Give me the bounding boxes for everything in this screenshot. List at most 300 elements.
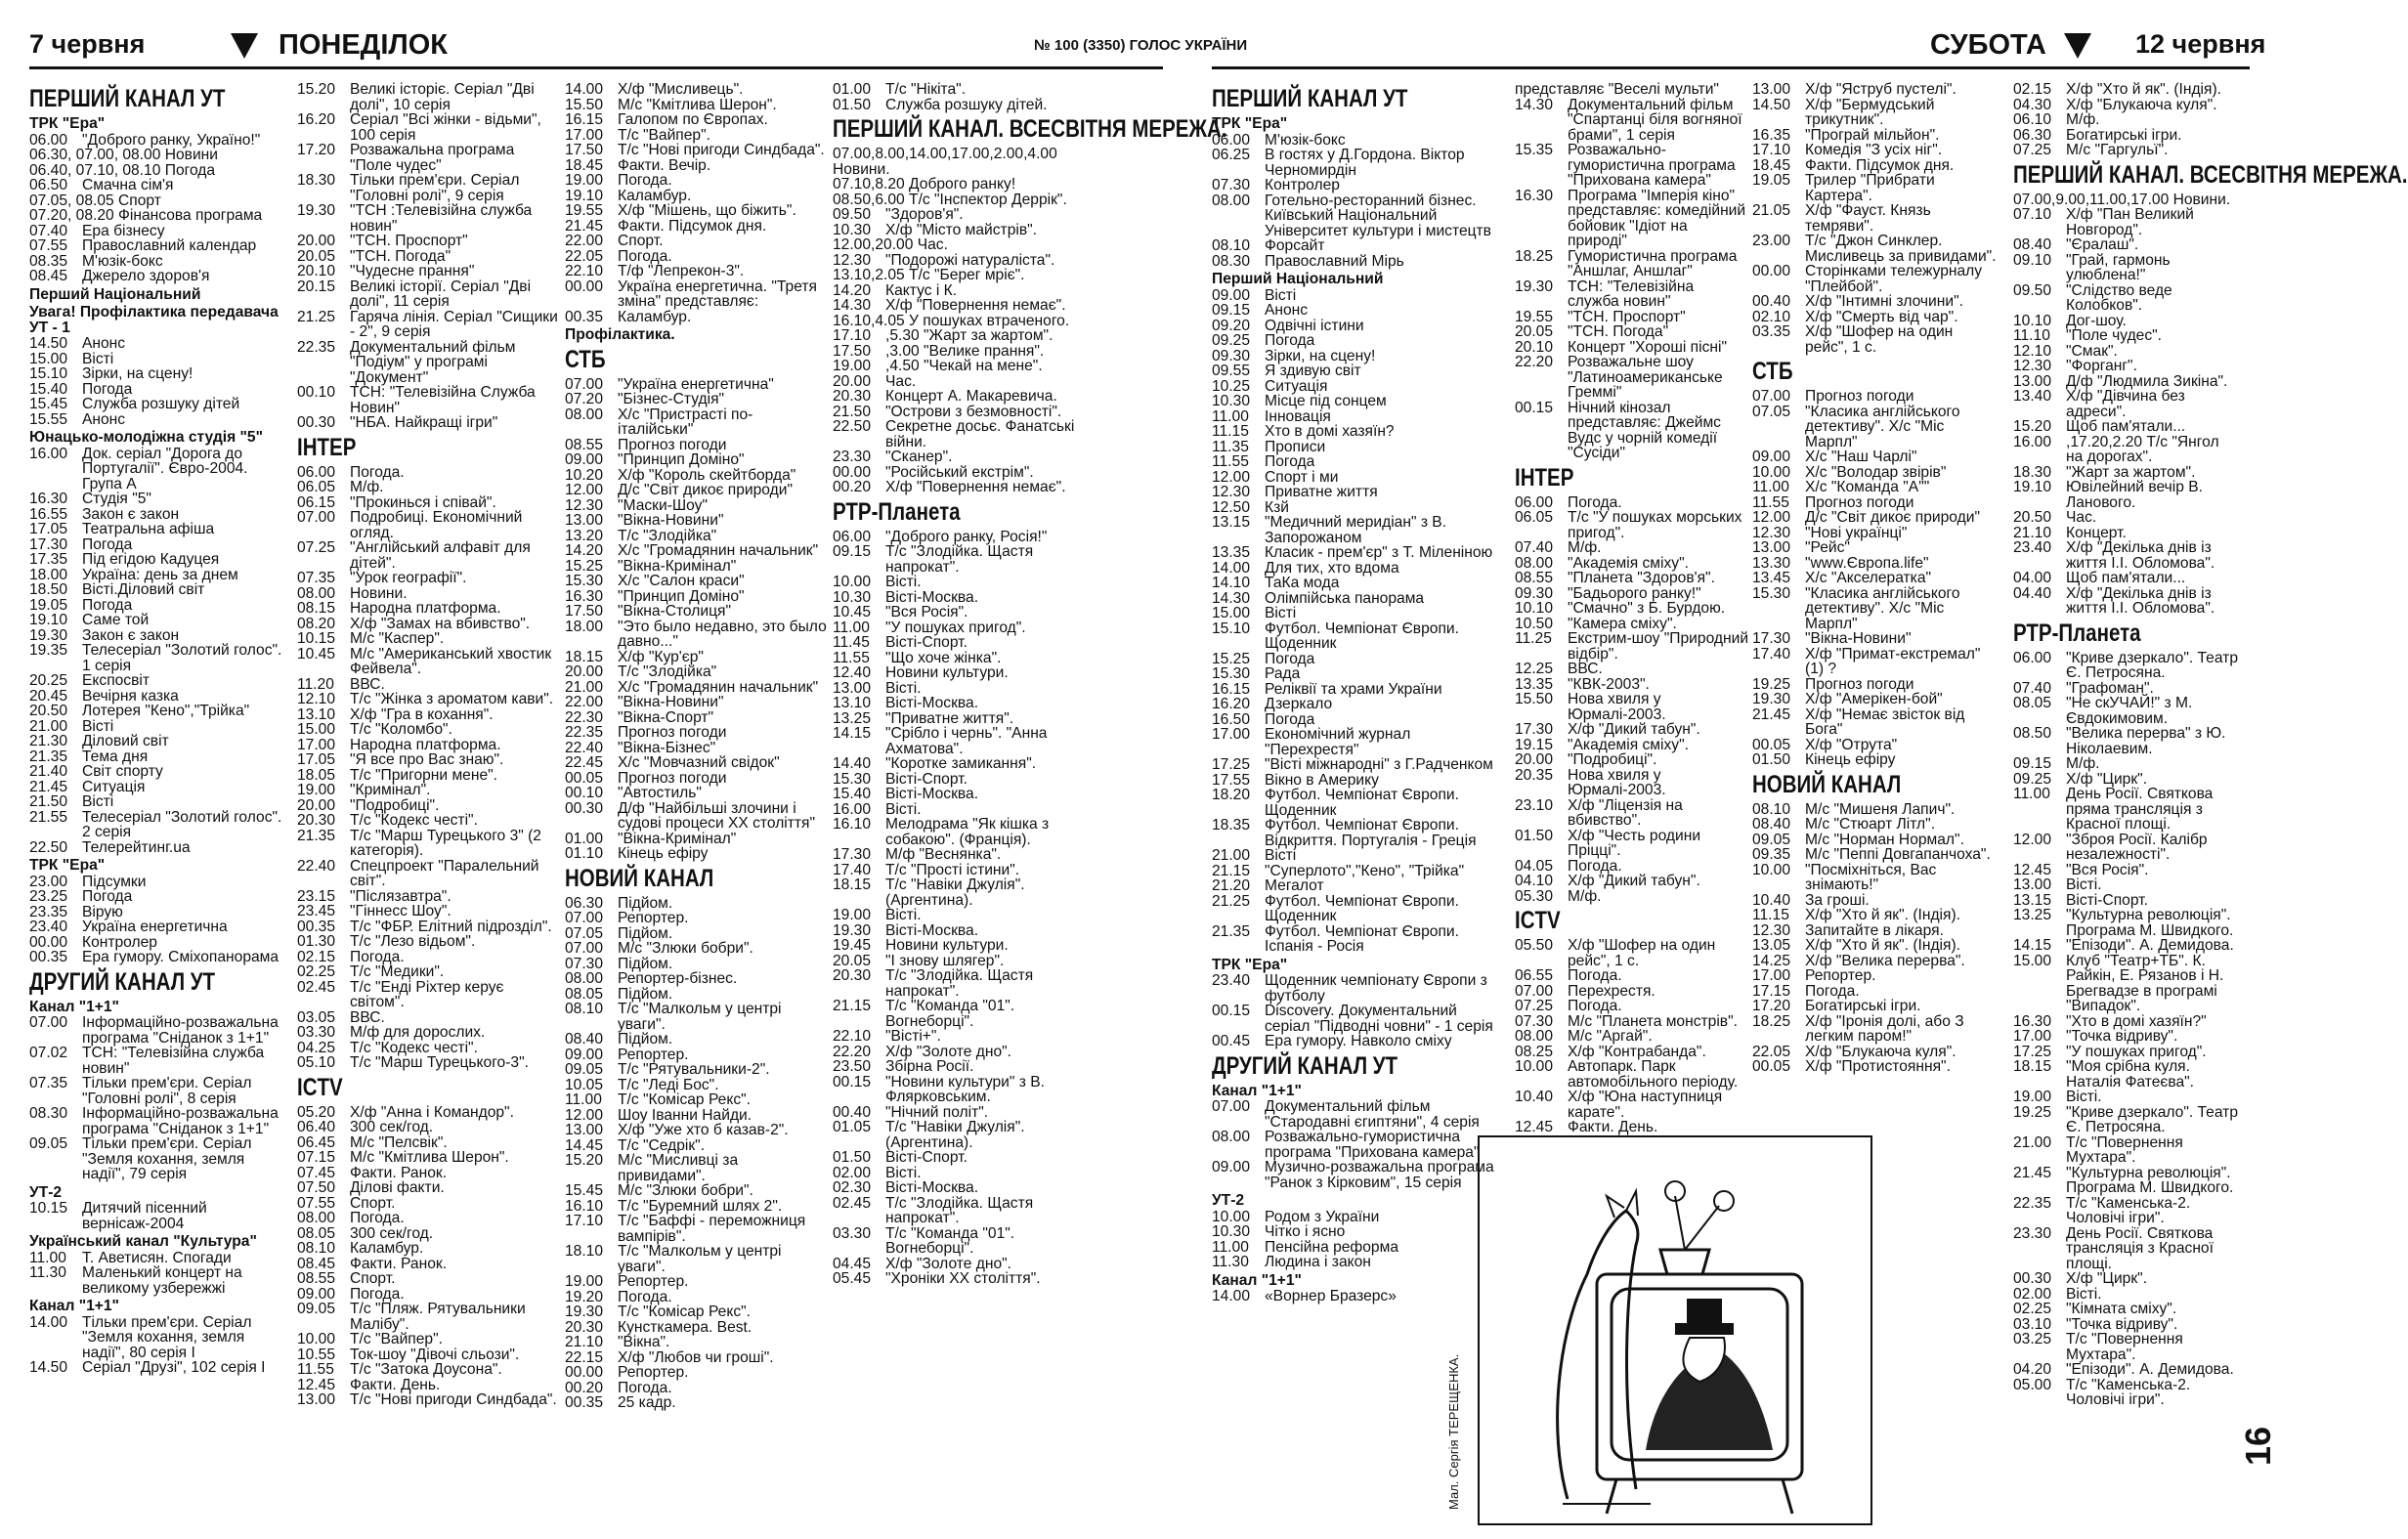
entry-time: 09.25 <box>1212 332 1251 349</box>
schedule-entry <box>297 889 559 905</box>
entry-time: 09.15 <box>833 543 872 560</box>
schedule-entry <box>565 1395 827 1411</box>
entry-time: 15.20 <box>565 1152 604 1169</box>
schedule-entry <box>29 447 291 492</box>
schedule-entry <box>833 1180 1095 1196</box>
entry-time: 09.00 <box>1212 1159 1251 1176</box>
schedule-entry <box>297 340 559 386</box>
entry-title: Вісті-Спорт. <box>885 770 968 788</box>
entry-time: 08.35 <box>29 252 68 270</box>
entry-time: 10.10 <box>2013 312 2052 329</box>
entry-time: 19.10 <box>29 612 68 628</box>
entry-time: 00.30 <box>565 799 604 817</box>
entry-title: Т/с "Злодійка" <box>618 527 717 544</box>
entry-time: 23.00 <box>29 873 68 890</box>
entry-time: 23.30 <box>2013 1224 2052 1242</box>
entry-title: Великі історіє. Серіал "Дві долі", 10 серія <box>350 81 535 113</box>
entry-title: "Вікна-Кримінал" <box>618 830 737 847</box>
schedule-entry <box>565 620 827 650</box>
schedule-line: 07.10,8.20 Доброго ранку! <box>833 176 1016 192</box>
entry-title: Погода. <box>618 1379 672 1396</box>
entry-time: 07.05 <box>565 924 604 942</box>
entry-title: "Острови з безмовності". <box>885 403 1062 420</box>
schedule-entry <box>29 1360 291 1376</box>
schedule-entry <box>297 203 559 234</box>
entry-time: 19.00 <box>297 782 336 798</box>
entry-time: 09.05 <box>1752 831 1791 848</box>
schedule-entry <box>29 224 291 239</box>
schedule-entry <box>297 1378 559 1393</box>
entry-time: 19.55 <box>565 202 604 219</box>
schedule-entry <box>1212 470 1505 486</box>
entry-title: Вікно в Америку <box>1265 771 1379 789</box>
entry-title: Т/с "Вайпер". <box>618 126 710 144</box>
cartoon-drawing <box>1480 1137 1870 1523</box>
schedule-entry <box>1515 829 1749 859</box>
right-header <box>1212 29 2266 68</box>
entry-time: 22.00 <box>565 233 604 249</box>
entry-time: 08.30 <box>1212 252 1251 270</box>
entry-time: 03.05 <box>297 1008 336 1026</box>
entry-title: Т/с "Медики". <box>350 963 445 980</box>
schedule-entry <box>1212 440 1505 455</box>
schedule-entry <box>565 377 827 393</box>
entry-title: "Новини культури" з В. Флярковським. <box>885 1073 1045 1105</box>
schedule-entry <box>833 817 1095 847</box>
entry-time: 20.50 <box>2013 509 2052 526</box>
entry-title: "Україна енергетична" <box>618 375 774 393</box>
entry-title: Д/ф "Найбільші злочини і судові процеси ХХ століття" <box>618 799 816 832</box>
entry-time: 00.00 <box>1752 263 1791 279</box>
schedule-entry <box>1752 999 1999 1014</box>
entry-title: Документальний фільм "Стародавні єгиптяни", 4 серія <box>1265 1098 1480 1131</box>
entry-time: 15.45 <box>29 396 68 412</box>
schedule-entry <box>1212 727 1505 757</box>
schedule-entry <box>29 643 291 673</box>
schedule-entry <box>1212 333 1505 349</box>
entry-time: 10.45 <box>297 645 336 663</box>
entry-time: 11.55 <box>297 1361 334 1378</box>
schedule-entry <box>1212 363 1505 379</box>
schedule-entry <box>1515 401 1749 461</box>
schedule-entry <box>833 635 1095 651</box>
schedule-entry <box>1212 178 1505 193</box>
schedule-entry <box>565 741 827 756</box>
schedule-entry <box>297 385 559 415</box>
left-header-date: 7 червня <box>29 29 146 59</box>
entry-time: 21.45 <box>1752 705 1791 723</box>
schedule-entry <box>565 604 827 620</box>
schedule-entry <box>565 1078 827 1093</box>
entry-time: 08.15 <box>297 600 336 617</box>
entry-time: 06.05 <box>297 479 336 495</box>
schedule-entry <box>1752 324 1999 355</box>
entry-time: 17.25 <box>2013 1043 2052 1060</box>
entry-title: Прогноз погоди <box>618 769 727 787</box>
schedule-entry <box>565 725 827 741</box>
entry-title: Розважальна програма "Поле чудес" <box>350 142 515 174</box>
schedule-entry <box>565 249 827 265</box>
channel-heading: ДРУГИЙ КАНАЛ УТ <box>29 967 216 996</box>
schedule-entry <box>565 264 827 279</box>
schedule-entry <box>833 419 1095 449</box>
entry-title: Х/ф "Інтимні злочини". <box>1805 293 1963 310</box>
entry-time: 06.00 <box>1515 493 1554 511</box>
schedule-entry <box>565 1153 827 1183</box>
entry-time: 17.05 <box>29 521 68 537</box>
schedule-entry <box>833 726 1095 756</box>
schedule-entry <box>29 673 291 689</box>
entry-time: 00.35 <box>565 308 604 325</box>
schedule-entry <box>565 452 827 468</box>
entry-time: 21.15 <box>833 998 872 1014</box>
entry-time: 07.25 <box>1515 998 1554 1014</box>
schedule-entry <box>2013 207 2238 237</box>
subchannel-heading: Канал "1+1" <box>29 1298 119 1314</box>
entry-title: Х/ф "Іронія долі, або З легким паром!" <box>1805 1012 1964 1045</box>
entry-time: 02.30 <box>833 1179 872 1196</box>
entry-time: 01.10 <box>565 845 604 862</box>
entry-time: 01.50 <box>833 1149 872 1166</box>
schedule-entry <box>565 468 827 484</box>
schedule-entry <box>565 1138 827 1154</box>
schedule-entry <box>833 711 1095 727</box>
entry-time: 08.00 <box>565 406 604 423</box>
entry-title: Т/с "Прості істини". <box>885 861 1020 878</box>
entry-time: 10.30 <box>833 588 872 606</box>
schedule-entry <box>29 1106 291 1136</box>
entry-title: Лотерея "Кено","Трійка" <box>82 703 250 719</box>
entry-title: Вірую <box>82 903 123 920</box>
entry-title: Ситуація <box>82 778 146 795</box>
entry-title: Телерейтинг.ua <box>82 838 191 856</box>
schedule-entry <box>1212 1255 1505 1270</box>
schedule-entry <box>2013 1287 2238 1303</box>
entry-title: Спорт. <box>350 1270 396 1287</box>
entry-title: Телесеріал "Золотий голос". 1 серія <box>82 642 282 674</box>
schedule-entry <box>29 704 291 719</box>
entry-time: 12.25 <box>1515 661 1554 677</box>
entry-title: «Ворнер Бразерс» <box>1265 1288 1397 1304</box>
entry-title: Щоб пам'ятали... <box>2066 418 2186 435</box>
schedule-entry <box>833 82 1095 98</box>
entry-time: 12.45 <box>1515 1119 1554 1135</box>
entry-time: 00.15 <box>1515 399 1554 416</box>
entry-time: 10.40 <box>1515 1089 1554 1105</box>
entry-title: Т/с "Коломбо". <box>350 721 452 738</box>
schedule-entry <box>833 681 1095 697</box>
entry-title: ТСН: "Телевізійна служба новин" <box>82 1045 265 1077</box>
entry-time: 20.05 <box>297 247 336 265</box>
schedule-entry <box>29 950 291 965</box>
entry-title: "Я все про Вас знаю". <box>350 751 504 768</box>
schedule-entry <box>1212 1034 1505 1049</box>
entry-title: "ТСН. Проспорт" <box>350 233 468 249</box>
left-header-day: ПОНЕДІЛОК <box>279 29 449 61</box>
schedule-entry <box>297 540 559 571</box>
entry-title: Факти. Вечір. <box>618 156 711 174</box>
entry-title: Х/ф "Король скейтборда" <box>618 466 796 484</box>
entry-time: 09.20 <box>1212 317 1251 334</box>
entry-title: Україна: день за днем <box>82 566 238 583</box>
schedule-entry <box>297 143 559 173</box>
entry-time: 18.25 <box>1515 247 1554 265</box>
schedule-entry <box>1752 526 1999 541</box>
schedule-entry <box>2013 283 2238 314</box>
schedule-line: 08.50,6.00 Т/с "Інспектор Деррік". <box>833 191 1067 208</box>
entry-time: 11.30 <box>1212 1254 1249 1270</box>
entry-title: Т/с "Малкольм у центрі уваги". <box>618 1243 782 1275</box>
schedule-entry <box>2013 98 2238 113</box>
entry-title: Погода. <box>1568 967 1622 984</box>
entry-time: 07.50 <box>297 1179 336 1196</box>
entry-time: 18.30 <box>2013 463 2052 481</box>
schedule-entry <box>565 832 827 847</box>
entry-time: 17.20 <box>297 142 336 158</box>
entry-title: Каламбур. <box>350 1240 424 1257</box>
schedule-entry <box>297 738 559 753</box>
entry-time: 06.00 <box>1212 131 1251 149</box>
schedule-entry <box>565 1199 827 1215</box>
entry-time: 17.00 <box>1752 967 1791 984</box>
entry-title: Д/с "Світ дикоє природи" <box>1805 509 1980 526</box>
schedule-entry <box>565 1214 827 1244</box>
schedule-entry <box>1515 82 1749 98</box>
schedule-entry <box>565 1123 827 1138</box>
entry-title: "Маски-Шоу" <box>618 496 709 514</box>
entry-time: 21.40 <box>29 763 68 780</box>
entry-title: Ера гумору. Навколо сміху <box>1265 1033 1452 1049</box>
schedule-entry <box>1212 485 1505 500</box>
entry-time: 19.00 <box>565 1273 604 1290</box>
entry-title: Х/ф "Немає звісток від Бога" <box>1805 705 1965 738</box>
schedule-entry <box>1515 249 1749 279</box>
entry-title: Вісті-Спорт. <box>885 634 968 651</box>
entry-time: 04.40 <box>2013 584 2052 602</box>
schedule-entry <box>297 1025 559 1041</box>
entry-time: 16.15 <box>1212 680 1251 698</box>
entry-time: 22.10 <box>833 1028 872 1045</box>
entry-time: 17.55 <box>1212 771 1251 789</box>
entry-time: 17.50 <box>833 342 872 360</box>
schedule-entry <box>833 590 1095 606</box>
schedule-entry <box>565 279 827 310</box>
schedule-entry <box>1515 586 1749 602</box>
entry-time: 19.30 <box>29 626 68 644</box>
schedule-entry <box>833 1196 1095 1226</box>
entry-title: Футбол. Чемпіонат Європи. Іспанія - Росія <box>1265 922 1459 955</box>
entry-time: 00.20 <box>833 479 872 495</box>
schedule-entry <box>1212 349 1505 364</box>
entry-title: Сторінками тележурналу "Плейбой". <box>1805 263 1983 295</box>
entry-time: 08.30 <box>29 1105 68 1122</box>
left-header <box>29 29 1248 68</box>
schedule-entry <box>2013 756 2238 772</box>
schedule-entry <box>29 522 291 537</box>
schedule-entry <box>2013 1378 2238 1408</box>
entry-time: 11.00 <box>1752 479 1789 495</box>
entry-time: 08.00 <box>1515 554 1554 572</box>
schedule-entry <box>29 935 291 951</box>
entry-time: 06.40 <box>297 1119 336 1135</box>
entry-time: 18.35 <box>1212 817 1251 834</box>
schedule-entry <box>29 412 291 428</box>
entry-time: 07.15 <box>297 1149 336 1166</box>
entry-title: Д/ф "Людмила Зикіна". <box>2066 372 2228 390</box>
entry-title: Розважальне шоу "Латиноамериканське Греммі" <box>1568 354 1723 401</box>
schedule-entry <box>833 863 1095 878</box>
schedule-entry <box>1212 1224 1505 1240</box>
entry-title: Телесеріал "Золотий голос". 2 серія <box>82 808 282 840</box>
entry-time: 07.05 <box>1752 403 1791 420</box>
entry-title: Кунсткамера. Best. <box>618 1318 752 1336</box>
schedule-column-2 <box>297 82 559 1528</box>
entry-title: Погода. <box>350 463 405 481</box>
entry-title: Т/с "Кодекс честі". <box>350 1039 478 1056</box>
subchannel-heading: Канал "1+1" <box>1212 1082 1302 1099</box>
schedule-entry <box>29 628 291 644</box>
entry-time: 20.30 <box>833 388 872 405</box>
schedule-entry <box>1752 540 1999 556</box>
entry-title: М/с "Злюки бобри". <box>618 940 753 957</box>
schedule-entry <box>565 1290 827 1305</box>
schedule-entry <box>1212 1289 1505 1304</box>
entry-title: Прогноз погоди <box>1805 675 1914 693</box>
schedule-entry <box>29 613 291 628</box>
subchannel-heading: Український канал "Культура" <box>29 1233 257 1250</box>
entry-title: Т/с "Баффі - переможниця вампірів". <box>618 1213 806 1245</box>
schedule-entry <box>565 680 827 696</box>
entry-time: 15.00 <box>29 350 68 367</box>
schedule-entry <box>29 749 291 765</box>
schedule-entry <box>1515 1029 1749 1045</box>
schedule-entry <box>1752 264 1999 294</box>
entry-title: Великі історії. Серіал "Дві долі", 11 серія <box>350 278 532 310</box>
entry-title: Вісті. <box>885 679 922 697</box>
schedule-entry <box>565 234 827 249</box>
entry-title: М/с "Кмітлива Шерон". <box>350 1149 509 1166</box>
entry-title: Закон є закон <box>82 505 180 523</box>
schedule-entry <box>1752 158 1999 174</box>
entry-time: 11.55 <box>833 649 870 666</box>
entry-time: 00.10 <box>565 785 604 801</box>
entry-title: "Моя срібна куля. Наталія Фатеєва". <box>2066 1058 2195 1090</box>
entry-title: "НБА. Найкращі ігри" <box>350 414 498 431</box>
schedule-entry <box>2013 253 2238 283</box>
schedule-entry <box>2013 1105 2238 1135</box>
schedule-entry <box>833 575 1095 590</box>
entry-title: Час. <box>2066 509 2097 526</box>
entry-time: 03.30 <box>297 1024 336 1041</box>
entry-time: 16.15 <box>565 111 604 128</box>
schedule-entry <box>297 768 559 784</box>
entry-time: 07.40 <box>2013 679 2052 697</box>
entry-time: 23.35 <box>29 903 68 920</box>
schedule-entry <box>833 1120 1095 1150</box>
schedule-entry <box>1515 859 1749 875</box>
schedule-entry <box>833 772 1095 788</box>
entry-title: "Подробиці". <box>350 796 440 814</box>
schedule-entry <box>1212 773 1505 789</box>
entry-title: Під егідою Кадуцея <box>82 551 220 568</box>
schedule-entry <box>1515 340 1749 356</box>
schedule-entry <box>1515 874 1749 889</box>
issue-label: № 100 (3350) ГОЛОС УКРАЇНИ <box>1034 37 1248 54</box>
entry-time: 18.20 <box>1212 787 1251 803</box>
schedule-entry <box>29 507 291 523</box>
entry-time: 05.50 <box>1515 937 1554 954</box>
entry-time: 18.10 <box>565 1243 604 1260</box>
schedule-entry <box>1515 324 1749 340</box>
entry-time: 21.45 <box>2013 1164 2052 1181</box>
entry-title: Т/с "Леді Бос". <box>618 1076 719 1093</box>
entry-title: Час. <box>885 372 917 390</box>
schedule-entry <box>1752 389 1999 405</box>
entry-title: М/ф "Веснянка". <box>885 846 1002 863</box>
schedule-entry <box>2013 1135 2238 1166</box>
entry-time: 06.45 <box>297 1133 336 1151</box>
entry-time: 18.15 <box>833 876 872 893</box>
entry-title: Х/ф "Любов чи гроші". <box>618 1348 774 1366</box>
entry-title: Народна платформа. <box>350 600 501 617</box>
schedule-entry <box>565 1381 827 1396</box>
schedule-entry <box>833 223 1095 238</box>
entry-title: М/с "Американський хвостик Фейвела". <box>350 645 552 677</box>
entry-title: Для тих, хто вдома <box>1265 559 1399 577</box>
entry-title: Д/с "Світ дикоє природи" <box>618 482 793 498</box>
entry-title: Клуб "Театр+ТБ". К. Райкін, Е. Рязанов і Н. Брегвадзе в програмі "Випадок". <box>2066 952 2224 1014</box>
entry-title: "У пошуках пригод". <box>2066 1043 2207 1060</box>
entry-time: 03.30 <box>833 1224 872 1242</box>
schedule-entry <box>1212 652 1505 667</box>
schedule-entry <box>565 896 827 912</box>
schedule-entry <box>29 492 291 507</box>
schedule-entry <box>565 1244 827 1274</box>
entry-title: "Поле чудес". <box>2066 327 2163 344</box>
entry-title: Т/с "Навіки Джулія". (Аргентина). <box>885 876 1025 909</box>
schedule-entry <box>29 582 291 598</box>
entry-title: Форсайт <box>1265 237 1325 254</box>
entry-time: 02.45 <box>297 978 336 996</box>
entry-time: 02.10 <box>1752 308 1791 325</box>
entry-time: 08.10 <box>1212 237 1251 254</box>
entry-title: Спорт. <box>350 1194 396 1212</box>
entry-title: Т/с "Нові пригоди Синдбада". <box>350 1391 557 1408</box>
entry-time: 08.00 <box>297 1210 336 1226</box>
channel-heading: ПЕРШИЙ КАНАЛ. ВСЕСВІТНЯ МЕРЕЖА. <box>2013 160 2408 189</box>
entry-time: 14.50 <box>1752 96 1791 113</box>
entry-title: М/с "Аргай". <box>1568 1028 1653 1045</box>
schedule-entry <box>1752 294 1999 310</box>
schedule-entry <box>2013 540 2238 571</box>
schedule-entry <box>1752 143 1999 158</box>
entry-time: 00.30 <box>2013 1270 2052 1287</box>
entry-title: День Росії. Святкова пряма трансляція з Красної площі. <box>2066 786 2214 833</box>
channel-heading: СТБ <box>565 345 606 373</box>
schedule-entry <box>2013 328 2238 344</box>
schedule-entry <box>29 875 291 890</box>
schedule-entry <box>1212 894 1505 924</box>
entry-title: Х/ф "Велика перерва". <box>1805 952 1965 969</box>
schedule-entry <box>1752 802 1999 818</box>
entry-title: Готельно-ресторанний бізнес. Київський Національний Університет культури і мистецтв <box>1265 192 1491 239</box>
entry-time: 03.25 <box>2013 1331 2052 1347</box>
entry-title: Програма "Імперія кіно" представляє: комедійний бойовик "Ідіот на природі" <box>1568 187 1746 249</box>
entry-time: 18.00 <box>565 618 604 635</box>
entry-time: 07.35 <box>29 1075 68 1091</box>
schedule-entry <box>1752 571 1999 586</box>
entry-time: 14.00 <box>29 1313 68 1331</box>
